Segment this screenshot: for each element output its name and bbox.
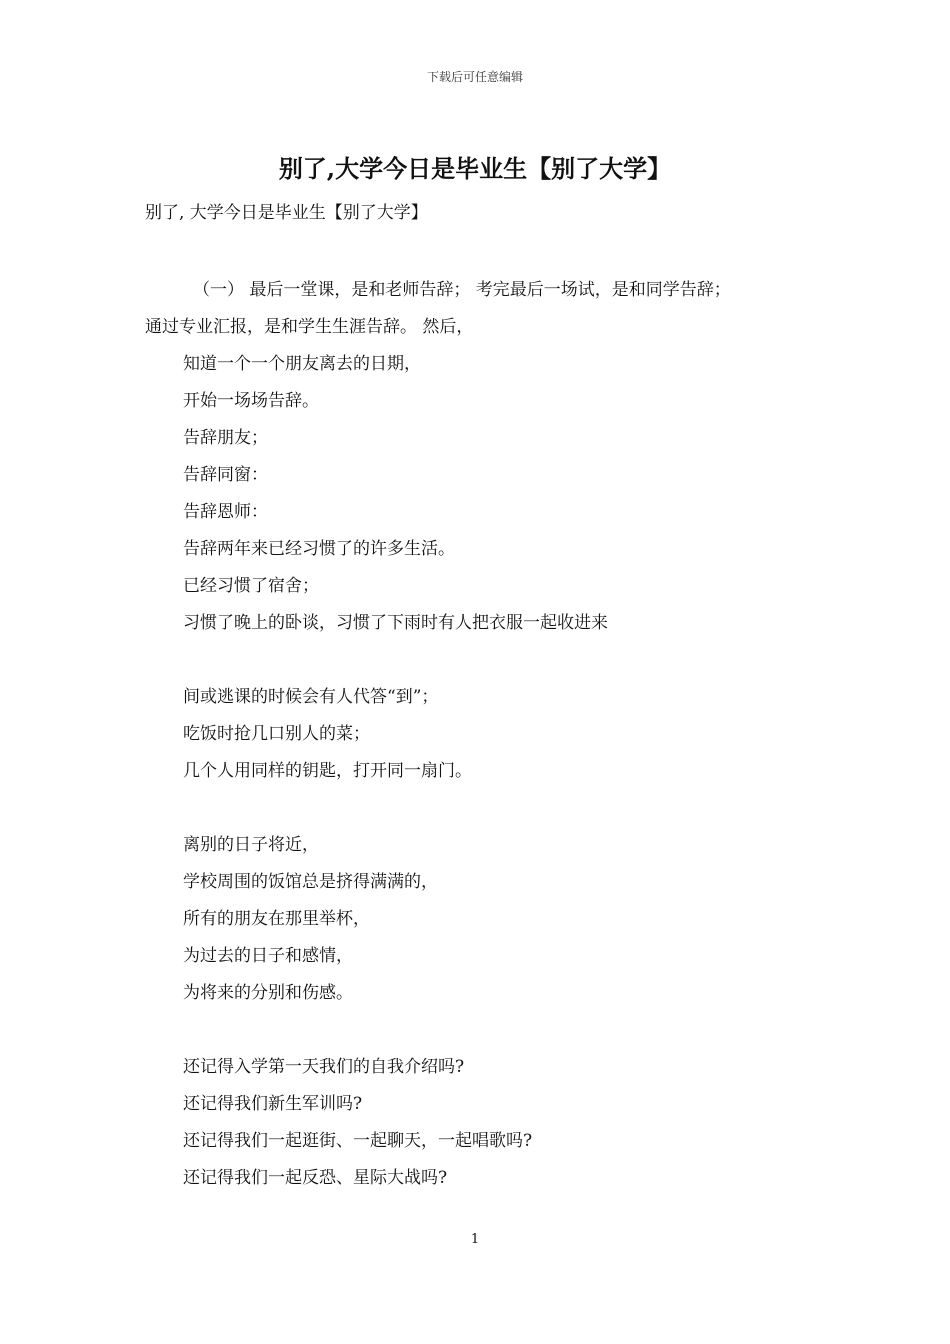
body-line: 知道一个一个朋友离去的日期， — [183, 354, 421, 374]
body-line: 所有的朋友在那里举杯， — [183, 909, 370, 929]
blank-line — [183, 790, 823, 827]
blank-line — [183, 1012, 823, 1049]
body-line: 为将来的分别和伤感。 — [183, 983, 353, 1003]
body-line: 学校周围的饭馆总是挤得满满的， — [183, 872, 438, 892]
body-line: 还记得我们一起反恐、星际大战吗? — [183, 1168, 448, 1188]
page-number: 1 — [470, 1232, 480, 1247]
body-line: 还记得我们一起逛街、一起聊天，一起唱歌吗? — [183, 1131, 533, 1151]
body-line: 几个人用同样的钥匙，打开同一扇门。 — [183, 761, 472, 781]
body-line: 告辞恩师： — [183, 502, 268, 522]
intro-line-1: （一） 最后一堂课，是和老师告辞； 考完最后一场试，是和同学告辞； — [193, 280, 731, 300]
document-title: 别了,大学今日是毕业生【别了大学】 — [278, 154, 672, 183]
body-lines — [183, 346, 823, 1197]
body-line: 告辞同窗： — [183, 465, 268, 485]
body-line: 已经习惯了宿舍； — [183, 576, 319, 596]
intro-paragraph — [145, 272, 805, 346]
body-line: 还记得入学第一天我们的自我介绍吗? — [183, 1057, 465, 1077]
body-line: 为过去的日子和感情， — [183, 946, 353, 966]
header-note: 下载后可任意编辑 — [426, 70, 523, 84]
body-line: 还记得我们新生军训吗? — [183, 1094, 363, 1114]
body-line: 离别的日子将近， — [183, 835, 319, 855]
body-line: 习惯了晚上的卧谈，习惯了下雨时有人把衣服一起收进来 — [183, 613, 608, 633]
body-line: 告辞朋友； — [183, 428, 268, 448]
intro-line-2: 通过专业汇报，是和学生生涯告辞。 然后， — [145, 317, 474, 337]
body-line: 间或逃课的时候会有人代答“到”； — [183, 687, 439, 707]
blank-line — [183, 642, 823, 679]
body-line: 吃饭时抢几口别人的菜； — [183, 724, 370, 744]
body-line: 开始一场场告辞。 — [183, 391, 319, 411]
document-subtitle: 别了, 大学今日是毕业生【别了大学】 — [145, 203, 428, 223]
body-line: 告辞两年来已经习惯了的许多生活。 — [183, 539, 455, 559]
